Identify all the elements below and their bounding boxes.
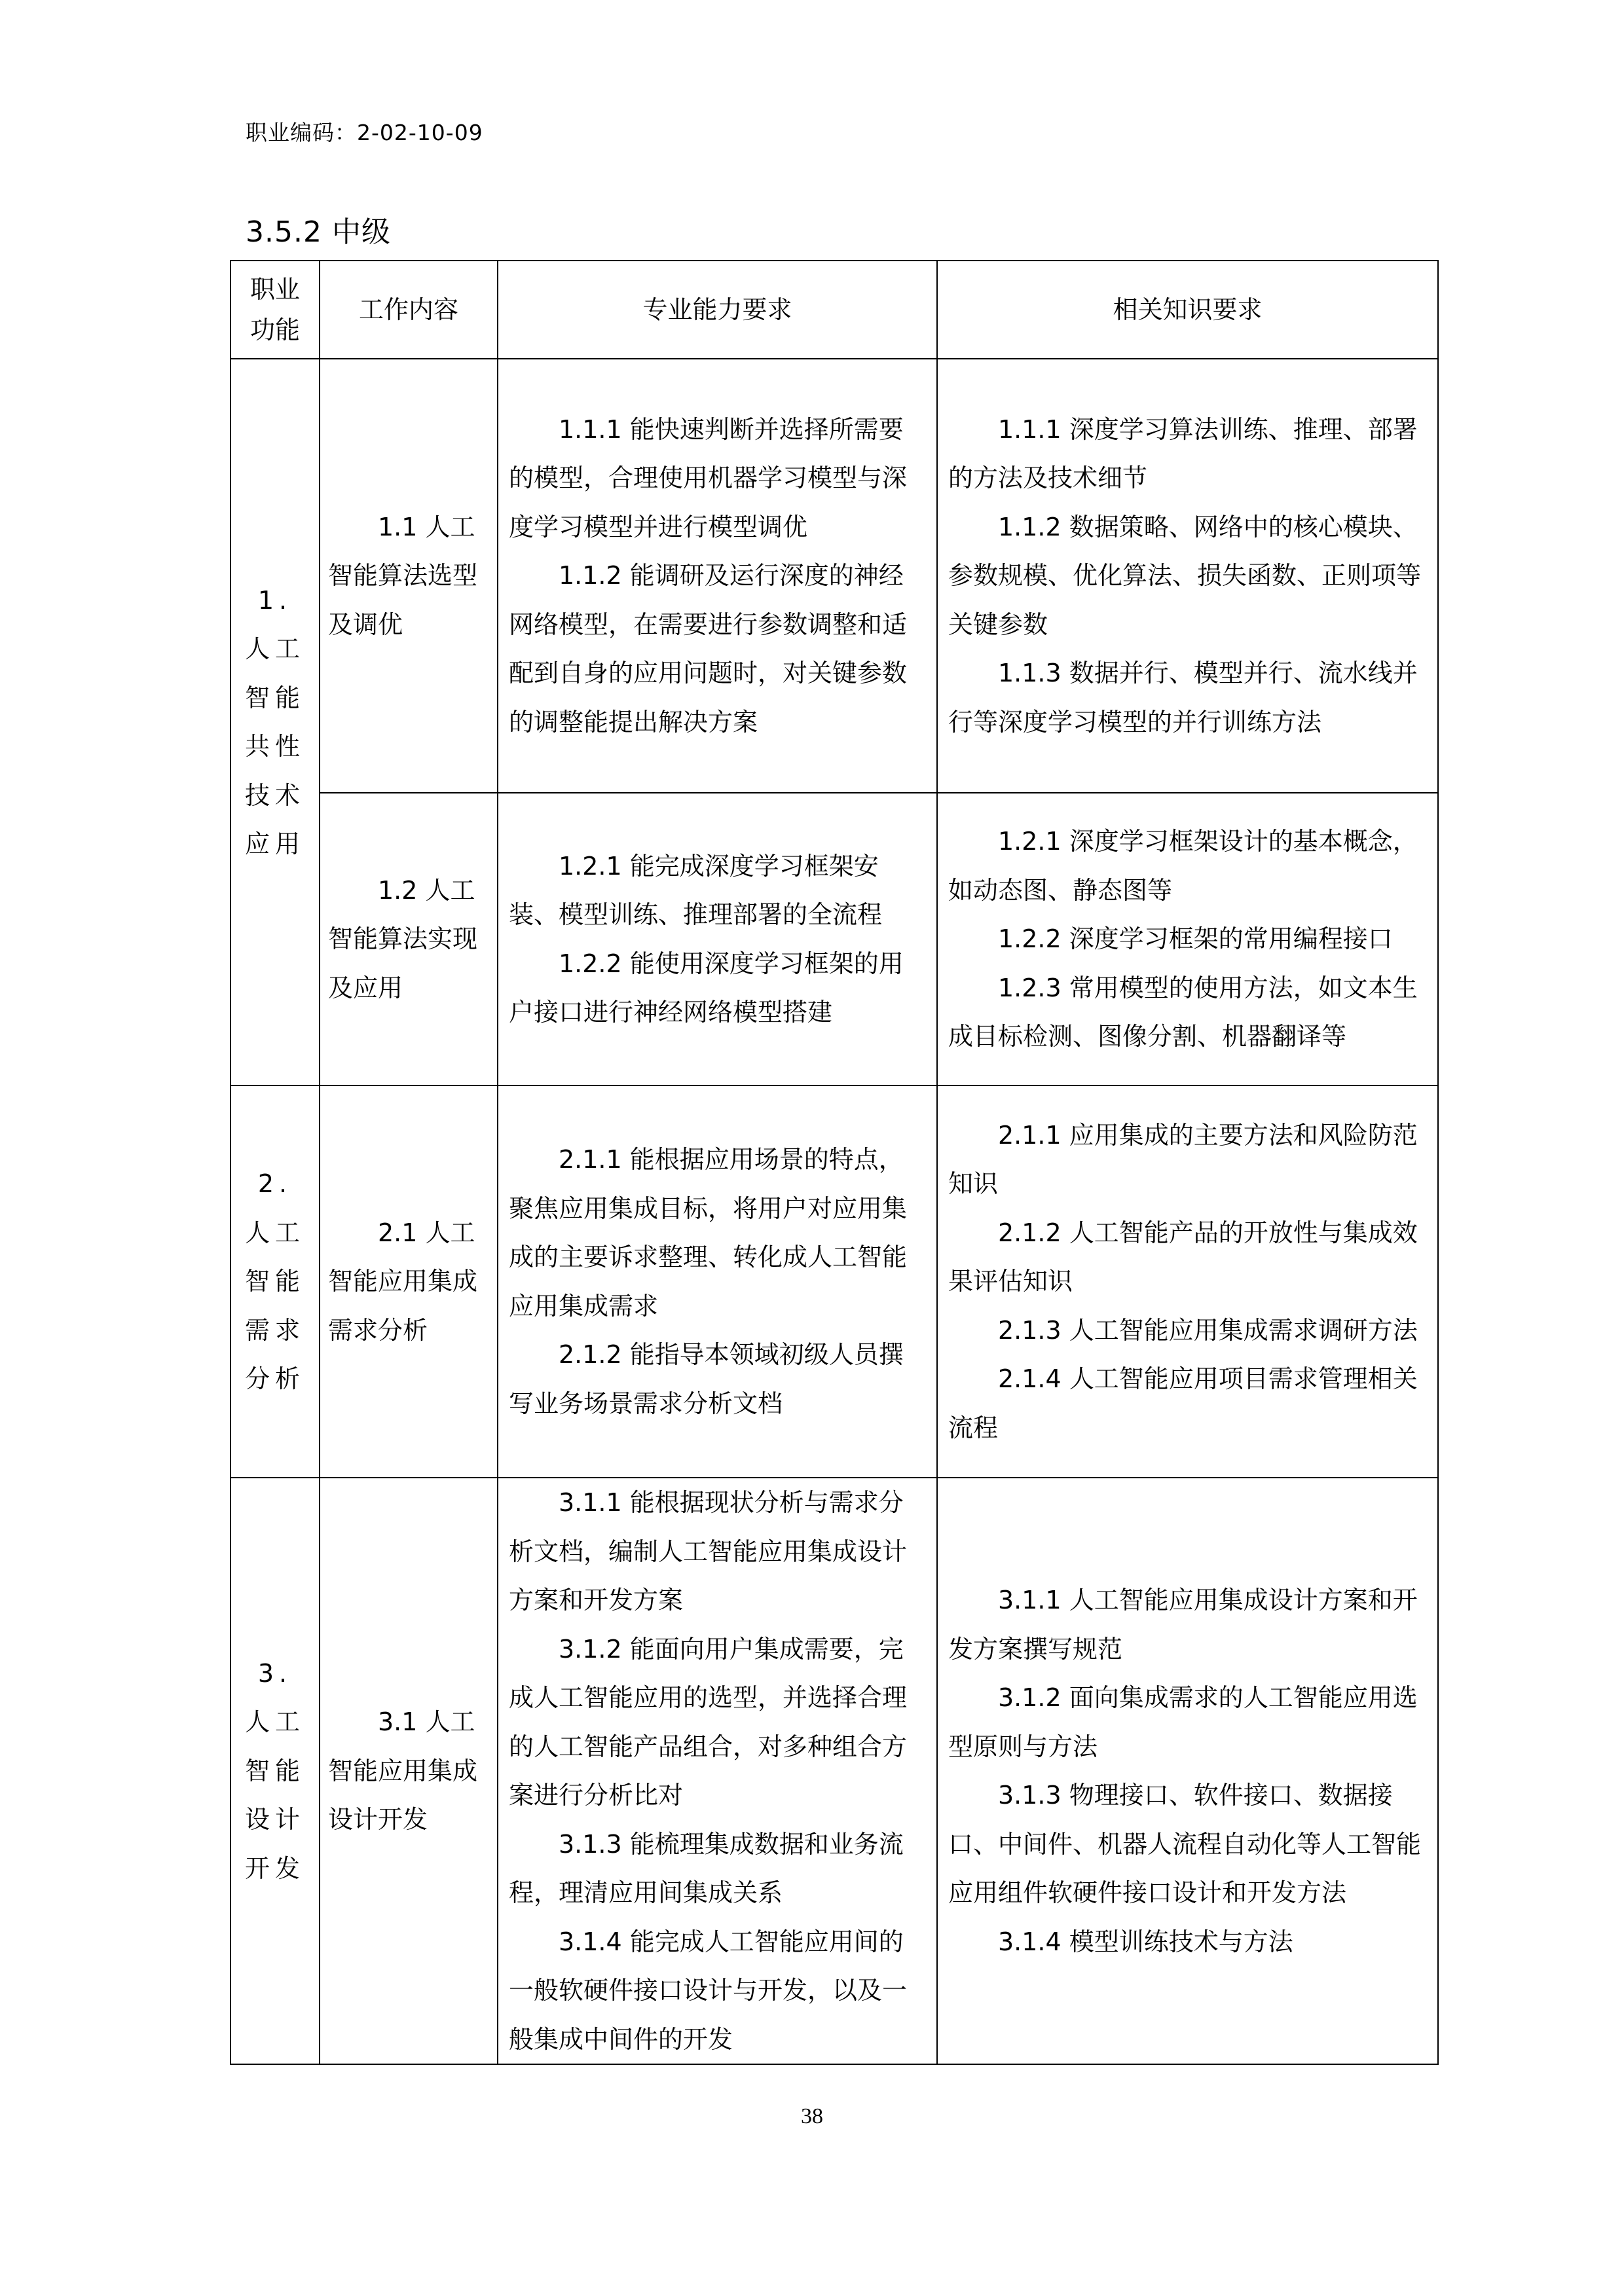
knowledge-item: 3.1.2 面向集成需求的人工智能应用选型原则与方法 — [948, 1683, 1418, 1761]
table-header-row — [231, 261, 1438, 359]
skill-item: 3.1.2 能面向用户集成需要，完成人工智能应用的选型，并选择合理的人工智能产品组合，对多种组合方案进行分析比对 — [509, 1634, 908, 1810]
header-function-line1: 职业 — [249, 275, 300, 304]
function-line: 技术 — [244, 780, 305, 810]
knowledge-item: 1.1.3 数据并行、模型并行、流水线并行等深度学习模型的并行训练方法 — [948, 659, 1418, 737]
page-number: 38 — [801, 2104, 823, 2128]
header-function — [231, 261, 320, 359]
work-content-text: 2.1 人工智能应用集成需求分析 — [328, 1218, 478, 1345]
knowledge-item: 2.1.3 人工智能应用集成需求调研方法 — [998, 1315, 1418, 1345]
knowledge-item: 3.1.3 物理接口、软件接口、数据接口、中间件、机器人流程自动化等人工智能应用组件软硬件接口设计和开发方法 — [948, 1781, 1422, 1907]
knowledge-item: 3.1.4 模型训练技术与方法 — [998, 1927, 1293, 1956]
function-line: 1. — [257, 585, 293, 615]
function-line: 设计 — [244, 1805, 305, 1834]
function-cell-1 — [231, 359, 320, 1085]
competency-table — [230, 260, 1439, 2065]
knowledge-item: 1.1.1 深度学习算法训练、推理、部署的方法及技术细节 — [948, 414, 1418, 493]
knowledge-item: 2.1.2 人工智能产品的开放性与集成效果评估知识 — [948, 1218, 1418, 1296]
skills-cell — [498, 793, 937, 1085]
function-line: 人工 — [244, 1707, 305, 1737]
skill-item: 2.1.2 能指导本领域初级人员撰写业务场景需求分析文档 — [509, 1340, 904, 1418]
knowledge-item: 1.2.1 深度学习框架设计的基本概念，如动态图、静态图等 — [948, 827, 1418, 905]
function-line: 智能 — [244, 683, 305, 712]
header-knowledge-requirements: 相关知识要求 — [937, 261, 1438, 359]
work-content-cell — [320, 359, 498, 793]
knowledge-item: 2.1.1 应用集成的主要方法和风险防范知识 — [948, 1120, 1418, 1199]
table-row — [231, 793, 1438, 1085]
table-row — [231, 1085, 1438, 1478]
skill-item: 1.1.2 能调研及运行深度的神经网络模型，在需要进行参数调整和适配到自身的应用问题时，对关键参数的调整能提出解决方案 — [509, 561, 908, 737]
function-line: 人工 — [244, 634, 305, 663]
knowledge-item: 3.1.1 人工智能应用集成设计方案和开发方案撰写规范 — [948, 1586, 1418, 1664]
work-content-cell — [320, 793, 498, 1085]
function-line: 开发 — [244, 1853, 305, 1883]
work-content-cell — [320, 1085, 498, 1478]
knowledge-item: 2.1.4 人工智能应用项目需求管理相关流程 — [948, 1364, 1418, 1442]
section-title: 3.5.2 中级 — [246, 215, 391, 249]
function-line: 3. — [257, 1658, 293, 1688]
function-line: 共性 — [244, 732, 305, 761]
function-line: 2. — [257, 1169, 293, 1199]
skill-item: 1.2.2 能使用深度学习框架的用户接口进行神经网络模型搭建 — [509, 949, 904, 1027]
skill-item: 3.1.3 能梳理集成数据和业务流程，理清应用间集成关系 — [509, 1829, 904, 1907]
work-content-text: 1.2 人工智能算法实现及应用 — [328, 875, 478, 1002]
knowledge-cell — [937, 359, 1438, 793]
skill-item: 1.2.1 能完成深度学习框架安装、模型训练、推理部署的全流程 — [509, 851, 883, 929]
table-row — [231, 359, 1438, 793]
work-content-cell — [320, 1478, 498, 2064]
knowledge-item: 1.2.2 深度学习框架的常用编程接口 — [998, 924, 1393, 954]
knowledge-item: 1.1.2 数据策略、网络中的核心模块、参数规模、优化算法、损失函数、正则项等关键参数 — [948, 512, 1422, 639]
function-cell-2 — [231, 1085, 320, 1478]
function-line: 智能 — [244, 1756, 305, 1785]
skills-cell — [498, 1085, 937, 1478]
knowledge-cell — [937, 793, 1438, 1085]
knowledge-cell — [937, 1085, 1438, 1478]
skill-item: 2.1.1 能根据应用场景的特点，聚焦应用集成目标，将用户对应用集成的主要诉求整理、转化成人工智能应用集成需求 — [509, 1145, 908, 1321]
function-line: 需求 — [244, 1315, 305, 1345]
function-line: 智能 — [244, 1267, 305, 1296]
function-line: 人工 — [244, 1218, 305, 1247]
function-line: 分析 — [244, 1364, 305, 1394]
work-content-text: 3.1 人工智能应用集成设计开发 — [328, 1707, 478, 1834]
skills-cell — [498, 359, 937, 793]
skills-cell — [498, 1478, 937, 2064]
header-work-content: 工作内容 — [320, 261, 498, 359]
skill-item: 3.1.4 能完成人工智能应用间的一般软硬件接口设计与开发，以及一般集成中间件的开发 — [509, 1927, 908, 2054]
header-skill-requirements: 专业能力要求 — [498, 261, 937, 359]
header-function-line2: 功能 — [249, 316, 300, 344]
skill-item: 3.1.1 能根据现状分析与需求分析文档，编制人工智能应用集成设计方案和开发方案 — [509, 1488, 908, 1614]
work-content-text: 1.1 人工智能算法选型及调优 — [328, 512, 478, 639]
skill-item: 1.1.1 能快速判断并选择所需要的模型，合理使用机器学习模型与深度学习模型并进行模型调优 — [509, 414, 908, 541]
function-cell-3 — [231, 1478, 320, 2064]
occupation-code: 职业编码：2-02-10-09 — [246, 120, 483, 145]
function-line: 应用 — [244, 829, 305, 858]
knowledge-cell — [937, 1478, 1438, 2064]
table-row — [231, 1478, 1438, 2064]
knowledge-item: 1.2.3 常用模型的使用方法，如文本生成目标检测、图像分割、机器翻译等 — [948, 973, 1418, 1051]
